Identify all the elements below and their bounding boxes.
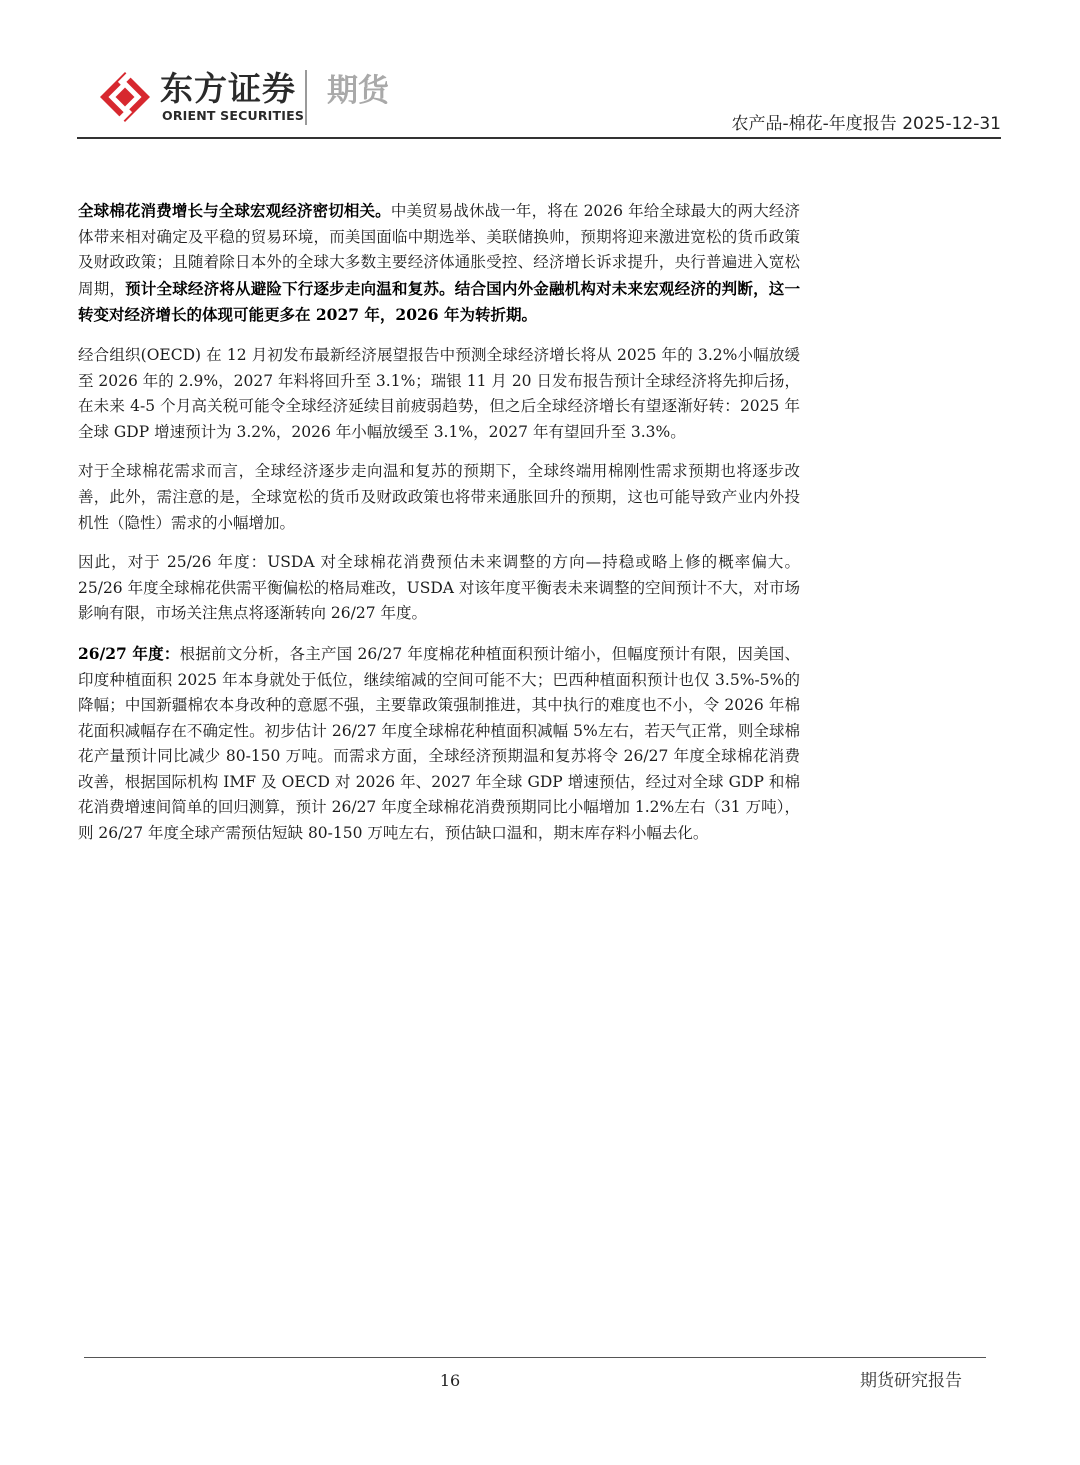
brand-name-cn: 东方证券 [160, 69, 296, 108]
header-divider [77, 137, 1001, 139]
paragraph-lead-bold: 全球棉花消费增长与全球宏观经济密切相关。 [78, 201, 391, 220]
paragraph-text: 对于全球棉花需求而言，全球经济逐步走向温和复苏的预期下，全球终端用棉刚性需求预期也将逐步改善，此外，需注意的是，全球宽松的货币及财政政策也将带来通胀回升的预期，这也可能导致产业内外投机性（隐性）需求的小幅增加。 [78, 462, 800, 532]
footer-divider [84, 1357, 986, 1358]
paragraph-macro-outlook [78, 198, 800, 329]
report-body [78, 198, 800, 861]
paragraph-text: 根据前文分析，各主产国 26/27 年度棉花种植面积预计缩小，但幅度预计有限，因美国、印度种植面积 2025 年本身就处于低位，继续缩减的空间可能不大；巴西种植面积预计也仅 3.5%-5%的降幅；中国新疆棉农本身改种的意愿不强，主要靠政策强制推进，其中执行的难度也不小，令 2026 年棉花面积减幅存在不确定性。初步估计 26/27 年度全球棉花种植面积减幅 5%左右，若天气正常，则全球棉花产量预计同比减少 80-150 万吨。而需求方面，全球经济预期温和复苏将令 26/27 年度全球棉花消费改善，根据国际机构 IMF 及 OECD 对 2026 年、2027 年全球 GDP 增速预估，经过对全球 GDP 和棉花消费增速间简单的回归测算，预计 26/27 年度全球棉花消费预期同比小幅增加 1.2%左右（31 万吨），则 26/27 年度全球产需预估短缺 80-150 万吨左右，预估缺口温和，期末库存料小幅去化。 [78, 644, 800, 843]
paragraph-cotton-demand [78, 459, 800, 536]
paragraph-tail-bold: 预计全球经济将从避险下行逐步走向温和复苏。结合国内外金融机构对未来宏观经济的判断，这一转变对经济增长的体现可能更多在 2027 年，2026 年为转折期。 [78, 278, 800, 325]
brand-name-en: ORIENT SECURITIES [162, 108, 305, 123]
paragraph-2627-season [78, 641, 800, 847]
paragraph-text: 因此，对于 25/26 年度：USDA 对全球棉花消费预估未来调整的方向—持稳或略上修的概率偏大。25/26 年度全球棉花供需平衡偏松的格局难改，USDA 对该年度平衡表未来调整的空间预计不大，对市场影响有限，市场关注焦点将逐渐转向 26/27 年度。 [78, 553, 800, 623]
paragraph-lead-bold: 26/27 年度： [78, 643, 180, 663]
footer-label: 期货研究报告 [860, 1371, 962, 1391]
paragraph-text: 经合组织(OECD) 在 12 月初发布最新经济展望报告中预测全球经济增长将从 2025 年的 3.2%小幅放缓至 2026 年的 2.9%，2027 年料将回升至 3.1%；瑞银 11 月 20 日发布报告预计全球经济将先抑后扬，在未来 4-5 个月高关税可能令全球经济延续目前疲弱趋势，但之后全球经济增长有望逐渐好转：2025 年全球 GDP 增速预计为 3.2%，2026 年小幅放缓至 3.1%，2027 年有望回升至 3.3%。 [78, 345, 800, 441]
paragraph-oecd-ubs-forecast [78, 343, 800, 445]
orient-securities-logo-icon [98, 70, 152, 124]
paragraph-2526-season [78, 550, 800, 627]
report-category-date: 农产品-棉花-年度报告 2025-12-31 [731, 114, 1001, 134]
page-header [0, 0, 1080, 140]
logo-divider [305, 70, 307, 125]
brand-sub-label: 期货 [327, 73, 389, 109]
paragraph-text: 中美贸易战休战一年，将在 2026 年给全球最大的两大经济体带来相对确定及平稳的贸易环境，而美国面临中期选举、美联储换帅，预期将迎来激进宽松的货币政策及财政政策；且随着除日本外的全球大多数主要经济体通胀受控、经济增长诉求提升，央行普遍进入宽松周期， [78, 202, 800, 298]
page-number: 16 [439, 1371, 461, 1390]
